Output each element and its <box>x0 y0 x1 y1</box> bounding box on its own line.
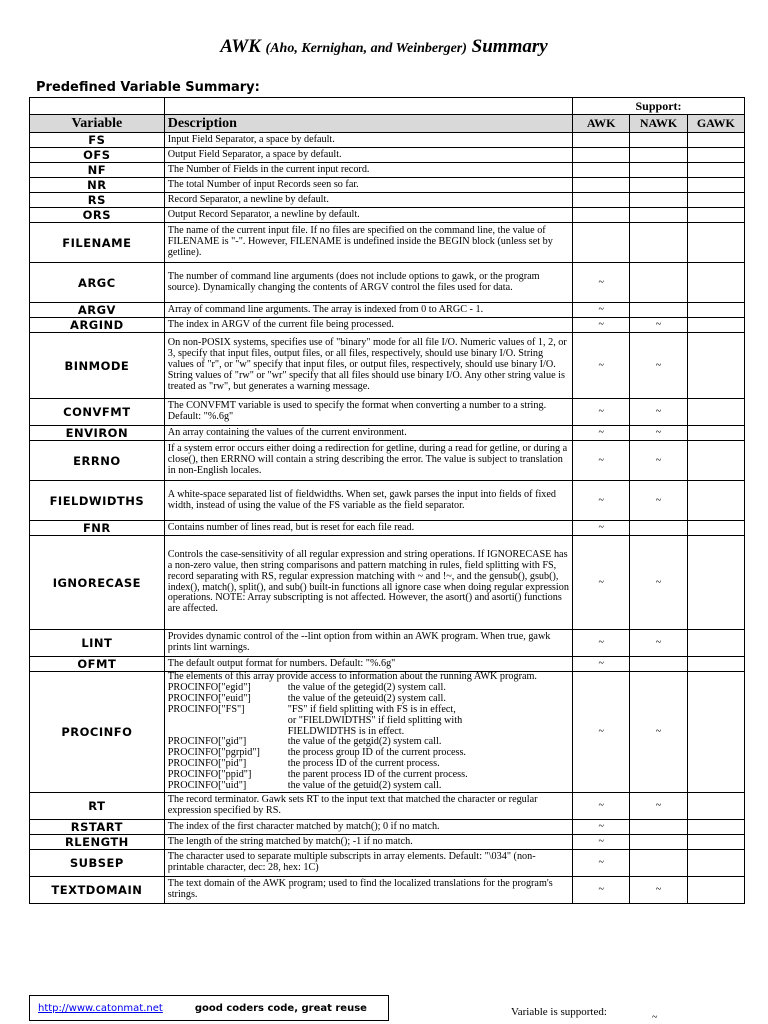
variable-description: The length of the string matched by match(); -1 if no match. <box>164 834 572 849</box>
table-row <box>30 441 745 481</box>
support-awk: ~ <box>573 441 630 481</box>
support-nawk <box>630 193 687 208</box>
variable-description: Input Field Separator, a space by default. <box>164 133 572 148</box>
legend-text: Variable is supported: <box>511 1006 607 1018</box>
support-gawk <box>687 193 744 208</box>
table-row <box>30 819 745 834</box>
variable-name: ARGC <box>30 263 165 303</box>
support-gawk <box>687 263 744 303</box>
procinfo-key: PROCINFO["pid"] <box>167 758 247 770</box>
procinfo-key: PROCINFO["ppid"] <box>167 769 252 781</box>
variable-name: FNR <box>30 521 165 536</box>
variable-description: The text domain of the AWK program; used to find the localized translations for the program's strings. <box>164 876 572 903</box>
support-heading: Support: <box>573 98 745 115</box>
support-nawk: ~ <box>630 630 687 657</box>
variable-name: FILENAME <box>30 223 165 263</box>
procinfo-text: the process group ID of the current process. <box>287 747 466 759</box>
support-awk: ~ <box>573 318 630 333</box>
variable-name: FS <box>30 133 165 148</box>
table-row <box>30 399 745 426</box>
col-header-description: Description <box>164 115 572 133</box>
table-row <box>30 193 745 208</box>
variable-description: The Number of Fields in the current input record. <box>164 163 572 178</box>
support-gawk <box>687 318 744 333</box>
support-gawk <box>687 426 744 441</box>
variable-name: RT <box>30 792 165 819</box>
variable-description: The default output format for numbers. Default: "%.6g" <box>164 657 572 672</box>
support-awk <box>573 223 630 263</box>
procinfo-key: PROCINFO["egid"] <box>167 681 251 693</box>
table-row <box>30 133 745 148</box>
support-nawk <box>630 819 687 834</box>
support-gawk <box>687 657 744 672</box>
variable-description: If a system error occurs either doing a redirection for getline, during a read for getline, or during a close(), then ERRNO will contain a string describing the error. The value is subject to translation in non-English locales. <box>164 441 572 481</box>
procinfo-key: PROCINFO["pgrpid"] <box>167 747 260 759</box>
support-gawk <box>687 819 744 834</box>
variable-name: TEXTDOMAIN <box>30 876 165 903</box>
variable-name: ARGIND <box>30 318 165 333</box>
support-gawk <box>687 303 744 318</box>
variable-name: LINT <box>30 630 165 657</box>
variable-description: Array of command line arguments. The array is indexed from 0 to ARGC - 1. <box>164 303 572 318</box>
support-gawk <box>687 876 744 903</box>
procinfo-intro: The elements of this array provide access to information about the running AWK program. <box>167 671 537 682</box>
procinfo-text: or "FIELDWIDTHS" if field splitting with <box>287 714 463 726</box>
support-nawk: ~ <box>630 876 687 903</box>
legend-mark: ~ <box>652 1012 658 1023</box>
table-row <box>30 834 745 849</box>
table-row <box>30 536 745 630</box>
support-nawk: ~ <box>630 536 687 630</box>
procinfo-key: PROCINFO["euid"] <box>167 692 251 704</box>
support-gawk <box>687 521 744 536</box>
variable-description: Controls the case-sensitivity of all regular expression and string operations. If IGNORECASE has a non-zero value, then string comparisons and pattern matching in rules, field splitting with FS, record separating with RS, regular expression matching with ~ and !~, and the gensub(), gsub(), index(), match(), split(), and sub() built-in functions all ignore case when doing regular expression operations. NOTE: Array subscripting is not affected. However, the asort() and asorti() functions are affected. <box>164 536 572 630</box>
support-gawk <box>687 536 744 630</box>
support-gawk <box>687 223 744 263</box>
support-nawk <box>630 163 687 178</box>
procinfo-key: PROCINFO["uid"] <box>167 780 247 792</box>
support-awk: ~ <box>573 303 630 318</box>
variable-description: The index in ARGV of the current file being processed. <box>164 318 572 333</box>
support-awk: ~ <box>573 672 630 793</box>
variable-table <box>29 97 745 904</box>
variable-name: OFS <box>30 148 165 163</box>
support-nawk <box>630 133 687 148</box>
support-nawk <box>630 834 687 849</box>
table-row-procinfo <box>30 672 745 793</box>
table-row <box>30 148 745 163</box>
support-nawk <box>630 148 687 163</box>
table-row <box>30 208 745 223</box>
support-awk <box>573 208 630 223</box>
support-awk: ~ <box>573 536 630 630</box>
support-awk: ~ <box>573 263 630 303</box>
table-row <box>30 792 745 819</box>
variable-description: The index of the first character matched by match(); 0 if no match. <box>164 819 572 834</box>
variable-name: CONVFMT <box>30 399 165 426</box>
support-gawk <box>687 792 744 819</box>
support-nawk: ~ <box>630 333 687 399</box>
variable-name: ARGV <box>30 303 165 318</box>
variable-description: On non-POSIX systems, specifies use of "binary" mode for all file I/O. Numeric values of 1, 2, or 3, specify that input files, output files, or all files, respectively, should use binary I/O. String values of "r", or "w" specify that input files, or output files, respectively, should use binary I/O. String values of "rw" or "wr" specify that all files should use binary I/O. Any other string value is treated as "rw", but generates a warning message. <box>164 333 572 399</box>
variable-name: OFMT <box>30 657 165 672</box>
footer-box <box>29 995 389 1021</box>
support-nawk: ~ <box>630 441 687 481</box>
table-row <box>30 178 745 193</box>
support-nawk: ~ <box>630 792 687 819</box>
table-row <box>30 163 745 178</box>
procinfo-entries <box>168 683 569 792</box>
variable-name: ORS <box>30 208 165 223</box>
support-gawk <box>687 333 744 399</box>
procinfo-text: the value of the getgid(2) system call. <box>287 736 442 748</box>
variable-description: The name of the current input file. If no files are specified on the command line, the value of FILENAME is "-". However, FILENAME is undefined inside the BEGIN block (unless set by getline). <box>164 223 572 263</box>
support-awk <box>573 163 630 178</box>
support-nawk: ~ <box>630 481 687 521</box>
variable-name: RLENGTH <box>30 834 165 849</box>
table-row <box>30 303 745 318</box>
support-awk: ~ <box>573 630 630 657</box>
procinfo-text: "FS" if field splitting with FS is in effect, <box>287 703 456 715</box>
table-row <box>30 630 745 657</box>
support-gawk <box>687 163 744 178</box>
support-awk <box>573 178 630 193</box>
procinfo-key <box>168 716 288 727</box>
support-nawk <box>630 263 687 303</box>
support-awk <box>573 193 630 208</box>
footer-motto: good coders code, great reuse <box>194 1002 367 1014</box>
variable-description: The number of command line arguments (does not include options to gawk, or the program source). Dynamically changing the contents of ARGV control the files used for data. <box>164 263 572 303</box>
header-blank-desc <box>164 98 572 115</box>
variable-description: Output Field Separator, a space by default. <box>164 148 572 163</box>
support-gawk <box>687 834 744 849</box>
procinfo-key: PROCINFO["FS"] <box>167 703 245 715</box>
support-awk: ~ <box>573 426 630 441</box>
support-awk: ~ <box>573 849 630 876</box>
variable-name: NF <box>30 163 165 178</box>
variable-name: SUBSEP <box>30 849 165 876</box>
variable-description: Contains number of lines read, but is reset for each file read. <box>164 521 572 536</box>
support-nawk: ~ <box>630 318 687 333</box>
variable-description: Provides dynamic control of the --lint option from within an AWK program. When true, gawk prints lint warnings. <box>164 630 572 657</box>
col-header-gawk: GAWK <box>687 115 744 133</box>
support-awk: ~ <box>573 819 630 834</box>
variable-name: RSTART <box>30 819 165 834</box>
procinfo-text: FIELDWIDTHS is in effect. <box>287 725 405 737</box>
support-nawk <box>630 208 687 223</box>
support-gawk <box>687 208 744 223</box>
variable-description: The record terminator. Gawk sets RT to the input text that matched the character or regular expression specified by RS. <box>164 792 572 819</box>
table-row <box>30 223 745 263</box>
support-awk: ~ <box>573 521 630 536</box>
variable-name: ENVIRON <box>30 426 165 441</box>
document-title <box>0 36 768 58</box>
table-row <box>30 481 745 521</box>
table-row <box>30 849 745 876</box>
variable-description: A white-space separated list of fieldwidths. When set, gawk parses the input into fields of fixed width, instead of using the value of the FS variable as the field separator. <box>164 481 572 521</box>
title-summary: Summary <box>471 36 548 57</box>
support-awk: ~ <box>573 876 630 903</box>
variable-description: The total Number of input Records seen so far. <box>164 178 572 193</box>
procinfo-text: the value of the getuid(2) system call. <box>287 780 442 792</box>
support-gawk <box>687 441 744 481</box>
support-gawk <box>687 399 744 426</box>
support-awk: ~ <box>573 481 630 521</box>
support-nawk: ~ <box>630 426 687 441</box>
support-nawk <box>630 223 687 263</box>
support-nawk <box>630 657 687 672</box>
variable-description: Record Separator, a newline by default. <box>164 193 572 208</box>
variable-description: The character used to separate multiple subscripts in array elements. Default: "\034" (non-printable character, dec: 28, hex: 1C) <box>164 849 572 876</box>
procinfo-text: the process ID of the current process. <box>287 758 440 770</box>
variable-name: IGNORECASE <box>30 536 165 630</box>
variable-description: An array containing the values of the current environment. <box>164 426 572 441</box>
support-nawk <box>630 521 687 536</box>
site-link[interactable]: http://www.catonmat.net <box>38 1002 163 1014</box>
variable-description <box>164 672 572 793</box>
section-heading: Predefined Variable Summary: <box>36 80 260 95</box>
variable-description: Output Record Separator, a newline by default. <box>164 208 572 223</box>
procinfo-text: the value of the geteuid(2) system call. <box>287 692 446 704</box>
support-gawk <box>687 148 744 163</box>
support-awk: ~ <box>573 834 630 849</box>
support-awk <box>573 133 630 148</box>
procinfo-text: the parent process ID of the current process. <box>287 769 468 781</box>
table-row <box>30 426 745 441</box>
col-header-awk: AWK <box>573 115 630 133</box>
variable-name: NR <box>30 178 165 193</box>
support-gawk <box>687 481 744 521</box>
variable-name: PROCINFO <box>30 672 165 793</box>
support-nawk: ~ <box>630 399 687 426</box>
variable-description: The CONVFMT variable is used to specify the format when converting a number to a string. Default: "%.6g" <box>164 399 572 426</box>
variable-name: BINMODE <box>30 333 165 399</box>
table-row <box>30 263 745 303</box>
support-gawk <box>687 630 744 657</box>
support-awk: ~ <box>573 399 630 426</box>
table-row <box>30 876 745 903</box>
col-header-nawk: NAWK <box>630 115 687 133</box>
support-nawk <box>630 303 687 318</box>
header-blank-var <box>30 98 165 115</box>
support-awk <box>573 148 630 163</box>
support-awk: ~ <box>573 792 630 819</box>
title-awk: AWK <box>220 36 261 57</box>
support-gawk <box>687 672 744 793</box>
col-header-variable: Variable <box>30 115 165 133</box>
table-row <box>30 333 745 399</box>
table-row <box>30 318 745 333</box>
variable-name: ERRNO <box>30 441 165 481</box>
support-nawk: ~ <box>630 672 687 793</box>
support-gawk <box>687 178 744 193</box>
support-awk: ~ <box>573 657 630 672</box>
title-authors: (Aho, Kernighan, and Weinberger) <box>265 41 467 56</box>
procinfo-text: the value of the getegid(2) system call. <box>287 681 446 693</box>
variable-name: FIELDWIDTHS <box>30 481 165 521</box>
table-row <box>30 657 745 672</box>
support-awk: ~ <box>573 333 630 399</box>
procinfo-key: PROCINFO["gid"] <box>167 736 247 748</box>
support-gawk <box>687 849 744 876</box>
table-row <box>30 521 745 536</box>
variable-name: RS <box>30 193 165 208</box>
support-nawk <box>630 849 687 876</box>
support-nawk <box>630 178 687 193</box>
support-gawk <box>687 133 744 148</box>
